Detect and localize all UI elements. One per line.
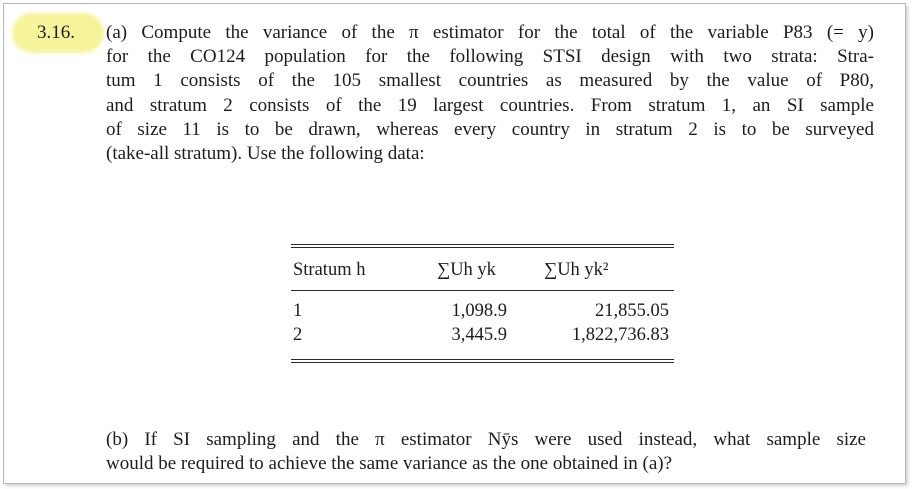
row-1-sum-y: 1,098.9	[451, 301, 507, 321]
table-bottom-rule-double	[291, 362, 674, 363]
table-top-rule	[291, 244, 674, 245]
problem-number: 3.16.	[37, 22, 75, 43]
part-a-line-3: tum 1 consists of the 105 smallest countries as measured by the value of P80,	[106, 70, 874, 92]
table-bottom-rule	[291, 359, 674, 360]
table-header-rule	[291, 290, 674, 291]
part-b-line-1: (b) If SI sampling and the π estimator Nȳs were used instead, what sample size	[106, 429, 866, 450]
table-top-rule-double	[291, 247, 674, 248]
header-stratum: Stratum h	[293, 260, 366, 280]
problem-part-b	[106, 428, 866, 476]
part-a-line-2: for the CO124 population for the following STSI design with two strata: Stra-	[106, 46, 874, 68]
part-a-line-6: (take-all stratum). Use the following data:	[106, 143, 425, 165]
row-1-sum-y-squared: 21,855.05	[595, 301, 669, 321]
part-b-line-2: would be required to achieve the same variance as the one obtained in (a)?	[106, 453, 673, 475]
part-a-line-5: of size 11 is to be drawn, whereas every country in stratum 2 is to be surveyed	[106, 118, 874, 140]
row-1-stratum: 1	[293, 301, 303, 321]
row-2-stratum: 2	[293, 325, 303, 345]
part-a-line-4: and stratum 2 consists of the 19 largest countries. From stratum 1, an SI sample	[106, 94, 874, 116]
header-sum-y-squared: ∑Uh yk²	[544, 260, 609, 280]
row-2-sum-y-squared: 1,822,736.83	[571, 325, 669, 345]
row-2-sum-y: 3,445.9	[451, 325, 507, 345]
document-frame	[3, 3, 906, 484]
problem-part-a	[106, 21, 874, 166]
part-a-line-1: (a) Compute the variance of the π estimator for the total of the variable P83 (= y)	[106, 22, 874, 43]
header-sum-y: ∑Uh yk	[437, 260, 496, 280]
